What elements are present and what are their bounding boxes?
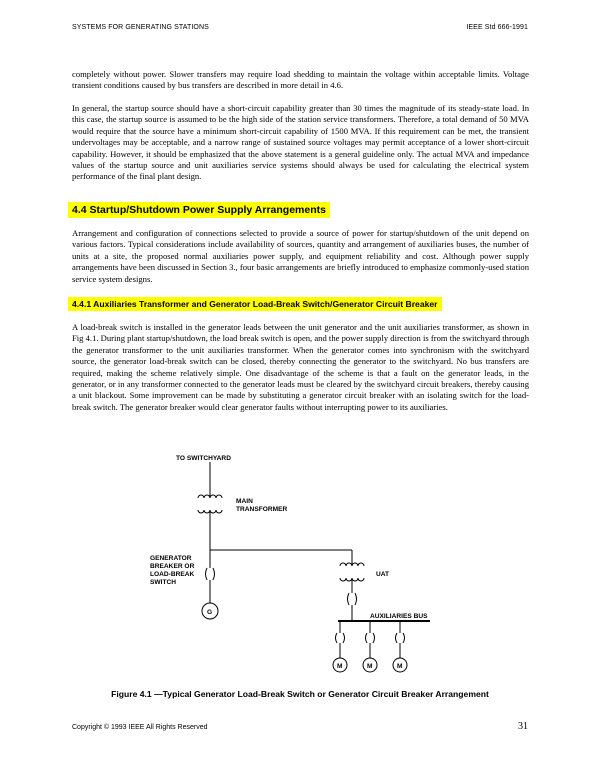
uat-breaker-right xyxy=(355,593,357,605)
label-switch: SWITCH xyxy=(150,579,177,586)
running-header-title: SYSTEMS FOR GENERATING STATIONS xyxy=(72,24,209,31)
paragraph-transfer-limits: completely without power. Slower transfers may require load shedding to maintain the voltage within acceptable limits. Voltage transient conditions caused by bus transfers are described in more detail in 4.6. xyxy=(72,69,529,91)
label-breaker-or: BREAKER OR xyxy=(150,563,195,570)
running-header-standard: IEEE Std 666-1991 xyxy=(466,24,528,31)
figure-caption: Figure 4.1 —Typical Generator Load-Break Switch or Generator Circuit Breaker Arrangement xyxy=(111,689,489,699)
label-generator: GENERATOR xyxy=(150,555,192,562)
motor-letter-3: M xyxy=(397,663,403,670)
label-main: MAIN xyxy=(236,498,253,505)
label-load-break: LOAD-BREAK xyxy=(150,571,195,578)
generator-breaker-right xyxy=(213,568,215,580)
section-heading-4-4: 4.4 Startup/Shutdown Power Supply Arrangements xyxy=(68,202,330,218)
paragraph-load-break-switch: A load-break switch is installed in the generator leads between the unit generator and the unit auxiliaries transformer, as shown in Fig 4.1. During plant startup/shutdown, the load break switch is open, and the power supply direction is from the switchyard through the generator transformer to the unit auxiliaries transformer. When the generator comes into synchronism with the switchyard source, the generator load-break switch can be closed, thereby connecting the generator to the switchyard. No bus transfers are required, making the scheme relatively simple. One disadvantage of the scheme is that a fault on the generator leads, in the generator, or in any transformer connected to the generator leads must be cleared by the switchyard circuit breakers, thereby causing a unit blackout. Some improvement can be made by substituting a generator circuit breaker with an isolating switch for the load-break switch. The generator breaker would clear generator faults without interrupting power to its auxiliaries. xyxy=(72,322,529,412)
generator-letter: G xyxy=(207,609,213,616)
paragraph-short-circuit: In general, the startup source should have a short-circuit capability greater than 30 times the magnitude of its steady-state load. In this case, the startup source is assumed to be the high side of the station service transformers. Therefore, a total demand of 50 MVA would require that the source have a minimum short-circuit capability of 1500 MVA. If this requirement can be met, the transient undervoltages may be acceptable, and a narrow range of sustained source voltages may permit acceptance of a lower short-circuit capability. However, it should be emphasized that the above statement is a general guideline only. The actual MVA and impedance values of the startup source and unit auxiliaries service systems should always be used for calculating the electrical system performance of the final plant design. xyxy=(72,103,529,182)
subsection-heading-4-4-1: 4.4.1 Auxiliaries Transformer and Generator Load-Break Switch/Generator Circuit Breaker xyxy=(68,297,442,311)
motor-letter-2: M xyxy=(367,663,373,670)
generator-breaker-left xyxy=(206,568,208,580)
label-uat: UAT xyxy=(376,571,390,578)
label-transformer: TRANSFORMER xyxy=(236,506,288,513)
one-line-diagram xyxy=(140,450,470,685)
paragraph-arrangements: Arrangement and configuration of connections selected to provide a source of power for startup/shutdown of the unit depend on various factors. Typical considerations include availability of sources, quantity and arrangement of auxiliaries buses, the number of units at a site, the proposed normal auxiliaries power supply, and equipment reliability and cost. Although power supply arrangements have been discussed in Section 3., four basic arrangements are briefly introduced to emphasize commonly-used station service system designs. xyxy=(72,228,529,284)
uat-breaker-left xyxy=(348,593,350,605)
footer-copyright: Copyright © 1993 IEEE All Rights Reserved xyxy=(72,724,208,731)
label-to-switchyard: TO SWITCHYARD xyxy=(176,455,231,462)
label-auxiliaries-bus: AUXILIARIES BUS xyxy=(370,613,428,620)
page-number: 31 xyxy=(518,721,528,732)
motor-letter-1: M xyxy=(337,663,343,670)
